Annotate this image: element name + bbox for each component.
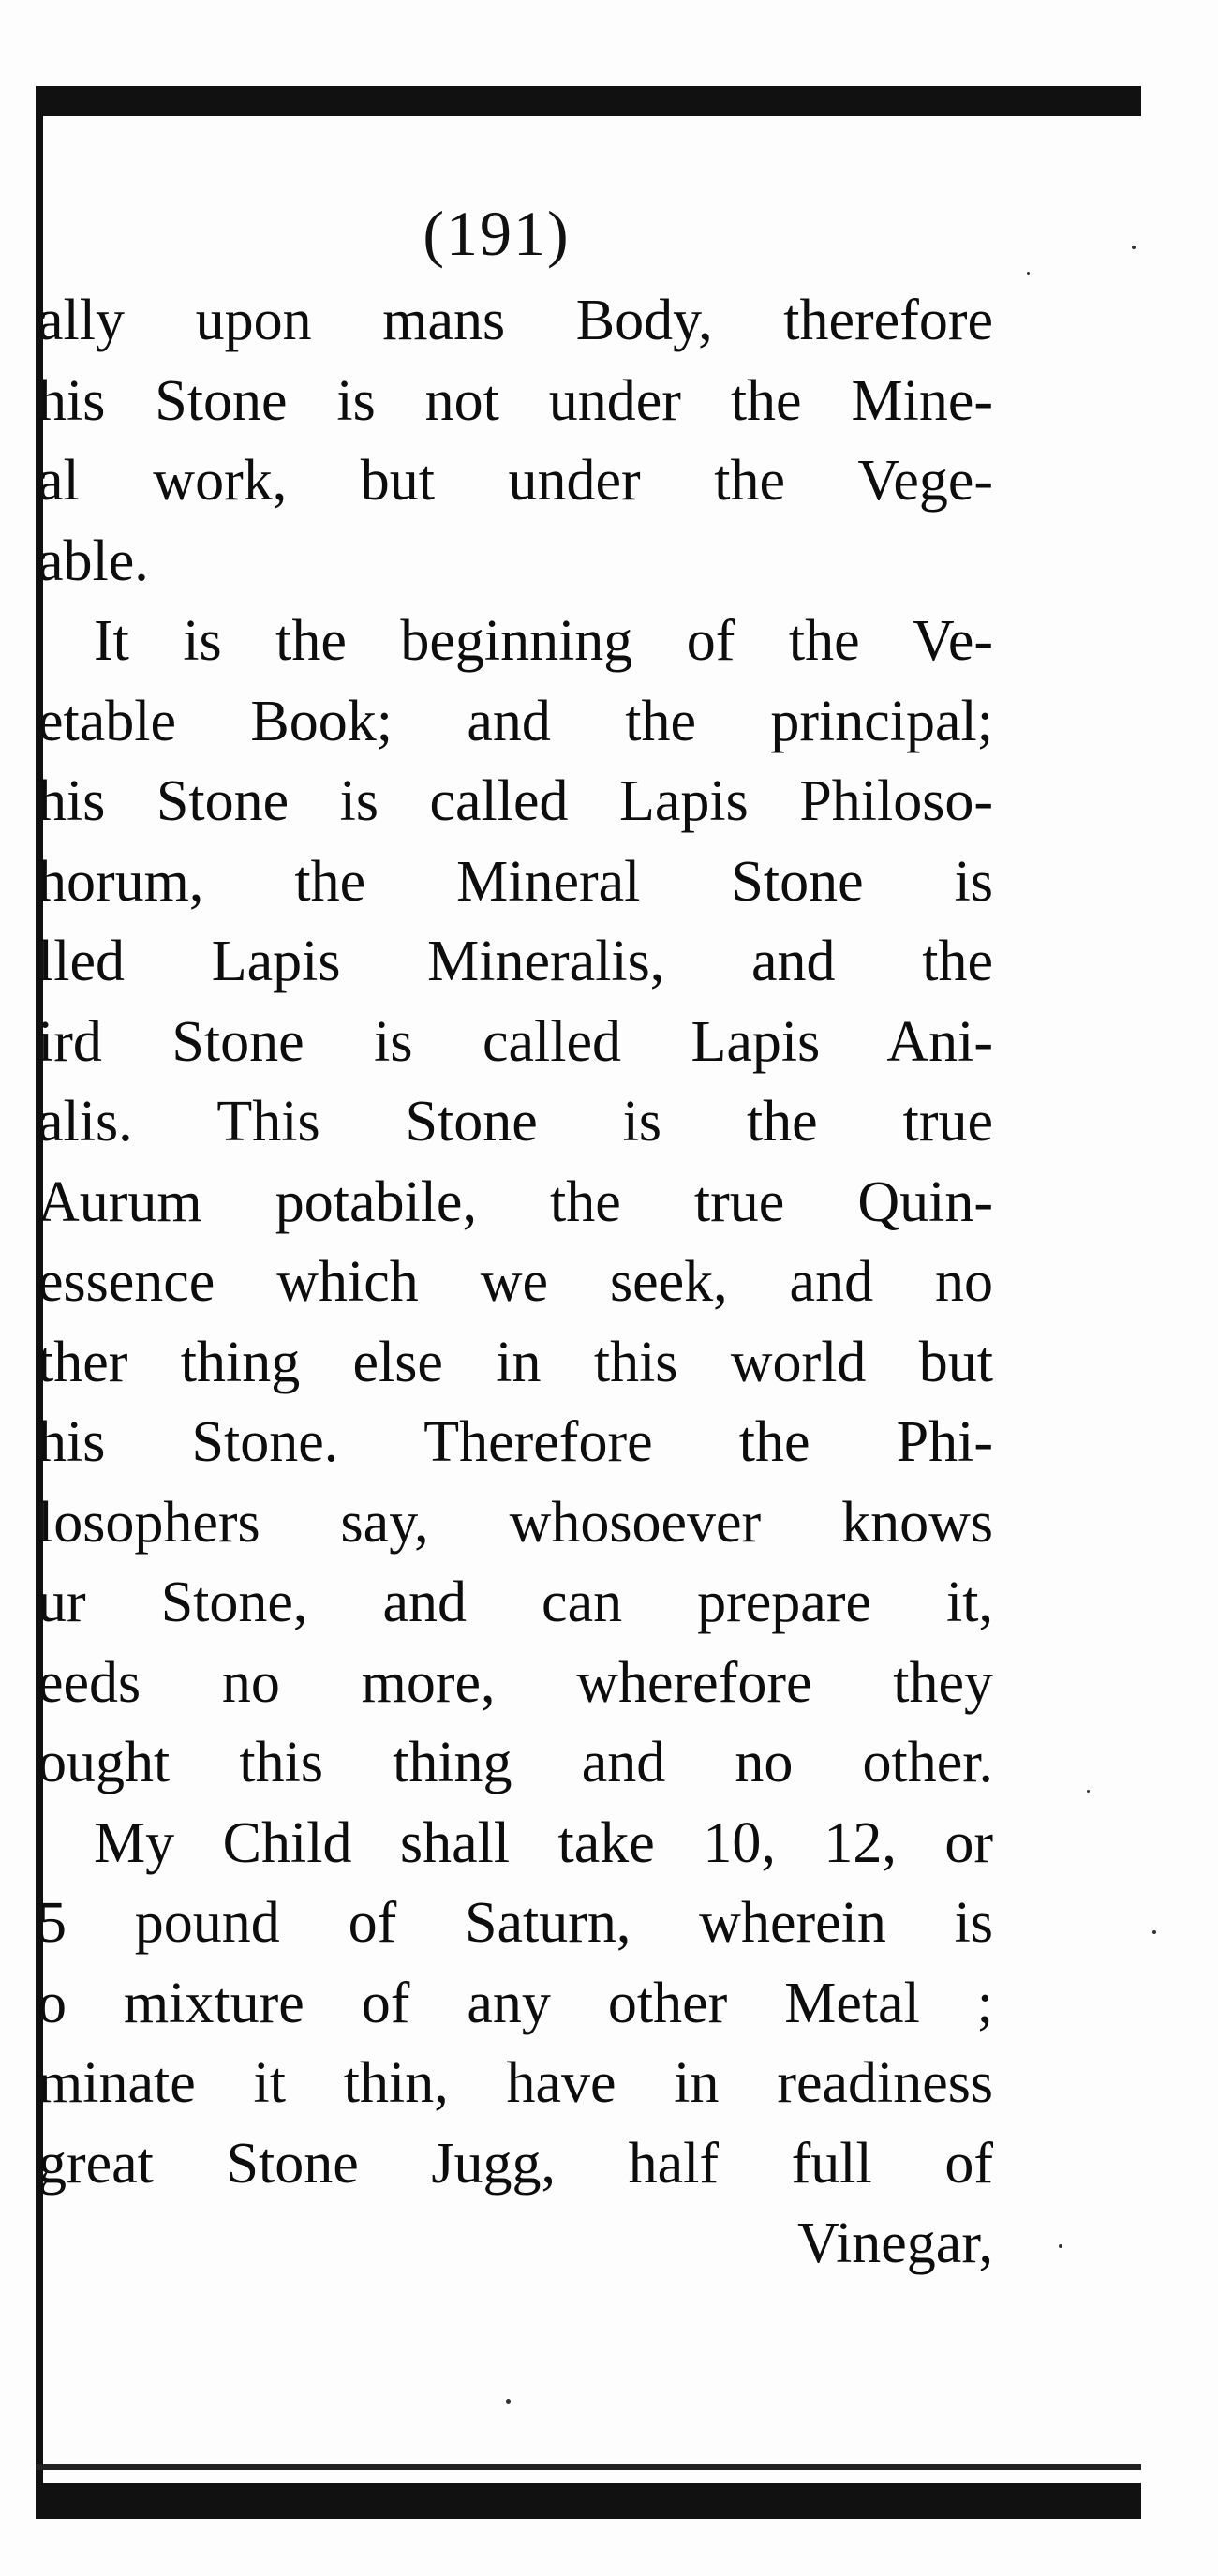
text-line [37,842,993,923]
text-line-content: My Child shall take 10, 12, or [94,1810,993,1875]
text-line [37,522,993,603]
text-line [37,2124,993,2205]
print-speck [506,2399,511,2404]
text-line [37,362,993,442]
text-line [37,1323,993,1404]
text-line [37,1884,993,1964]
text-line-content: ally upon mans Body, therefore [37,289,993,352]
text-line [37,682,993,763]
text-line [37,2044,993,2124]
text-line-content: his Stone. Therefore the Phi- [37,1410,993,1474]
bottom-border-rule [36,2483,1141,2519]
text-line [37,1723,993,1804]
text-line-content: alis. This Stone is the true [37,1090,993,1154]
text-line-content: losophers say, whosoever knows [37,1490,993,1555]
page-number: (191) [423,198,571,269]
text-line-content: ird Stone is called Lapis Ani- [37,1009,993,1074]
text-line-content: o mixture of any other Metal ; [37,1971,993,2035]
top-border-rule [36,86,1141,116]
text-line-content: able. [37,529,149,593]
text-line-content: It is the beginning of the Ve- [94,609,993,673]
text-line [37,1563,993,1644]
text-line-content: al work, but under the Vege- [37,449,993,513]
text-line [37,1644,993,1724]
text-line-content: horum, the Mineral Stone is [37,849,993,914]
text-line [37,1003,993,1083]
text-line [37,1082,993,1163]
text-line [37,441,993,522]
text-line [37,1243,993,1323]
print-speck [1152,1930,1156,1934]
print-speck [1059,2244,1062,2248]
bottom-thin-rule [36,2464,1141,2470]
text-line-content: essence which we seek, and no [37,1250,993,1314]
text-line-content: eeds no more, wherefore they [37,1650,993,1715]
print-speck [1132,246,1136,249]
text-line [37,1403,993,1483]
text-line [37,1163,993,1243]
text-line [37,762,993,842]
text-line [37,281,993,362]
print-speck [1027,272,1030,275]
text-line-content: ther thing else in this world but [37,1330,993,1394]
text-line-content: great Stone Jugg, half full of [37,2131,993,2196]
text-line-content: ur Stone, and can prepare it, [37,1571,993,1634]
text-line-content: 5 pound of Saturn, wherein is [37,1891,993,1955]
text-line-content: ought this thing and no other. [37,1731,993,1794]
text-line [37,922,993,1003]
body-text [37,281,993,2285]
text-line [37,602,993,682]
text-line [37,1804,993,1884]
text-line-content: Vinegar, [797,2211,993,2275]
text-line-content: his Stone is not under the Mine- [37,368,993,433]
text-line-content: Aurum potabile, the true Quin- [37,1169,993,1234]
text-line-content: lled Lapis Mineralis, and the [37,930,993,993]
text-line [37,1964,993,2045]
text-line [37,1483,993,1564]
text-line-content: minate it thin, have in readiness [37,2051,993,2115]
text-line-content: etable Book; and the principal; [37,689,993,753]
print-speck [1087,1790,1090,1793]
text-line-content: his Stone is called Lapis Philoso- [37,769,993,833]
text-line [37,2204,993,2285]
